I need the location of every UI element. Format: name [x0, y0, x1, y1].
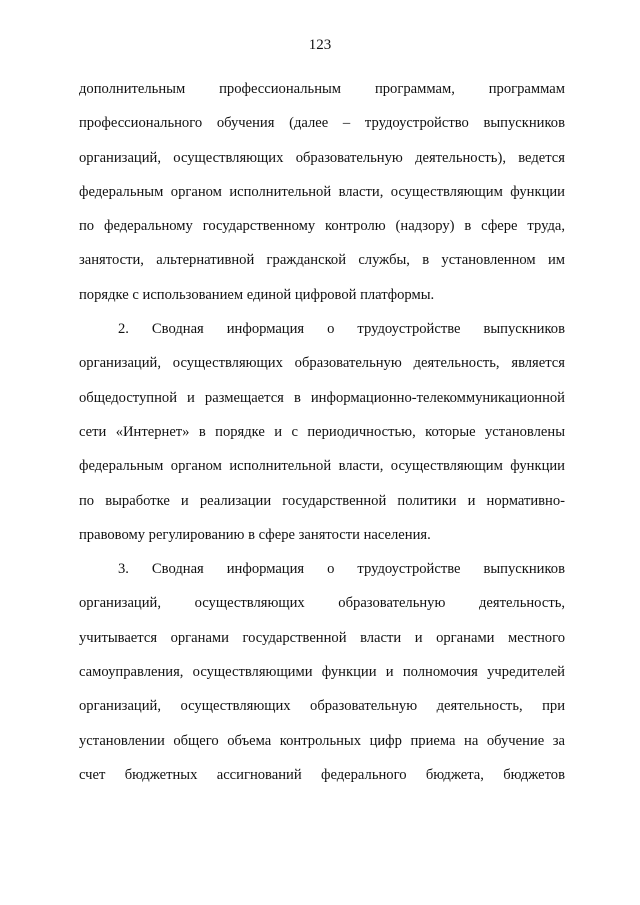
document-body [79, 72, 565, 792]
text-line: профессионального обучения (далее – трудоустройство выпускников [79, 115, 565, 132]
text-line: занятости, альтернативной гражданской службы, в установленном им [79, 252, 565, 269]
text-line: организаций, осуществляющих образовательную деятельность, при [79, 698, 565, 715]
paragraph-item-2 [79, 312, 565, 552]
text-line: 2. Сводная информация о трудоустройстве выпускников [118, 321, 565, 338]
text-line: сети «Интернет» в порядке и с периодичностью, которые установлены [79, 423, 565, 440]
text-line: организаций, осуществляющих образовательную деятельность, является [79, 355, 565, 372]
text-line: дополнительным профессиональным программам, программам [79, 81, 565, 97]
text-line: по федеральному государственному контролю (надзору) в сфере труда, [79, 218, 565, 235]
text-line: 3. Сводная информация о трудоустройстве выпускников [118, 561, 565, 578]
text-line: правовому регулированию в сфере занятости населения. [79, 526, 431, 543]
text-line: общедоступной и размещается в информационно-телекоммуникационной [79, 389, 565, 406]
text-line: федеральным органом исполнительной власти, осуществляющим функции [79, 458, 565, 475]
text-line: организаций, осуществляющих образовательную деятельность), ведется [79, 149, 565, 166]
page-number: 123 [308, 37, 332, 53]
paragraph-item-3 [79, 552, 565, 792]
text-line: порядке с использованием единой цифровой платформы. [79, 286, 435, 303]
text-line: установлении общего объема контрольных цифр приема на обучение за [79, 732, 565, 749]
text-line: самоуправления, осуществляющими функции и полномочия учредителей [79, 664, 565, 681]
text-line: по выработке и реализации государственной политики и нормативно- [79, 492, 565, 509]
paragraph-continuation [79, 72, 565, 312]
text-line: федеральным органом исполнительной власти, осуществляющим функции [79, 183, 565, 200]
text-line: учитывается органами государственной власти и органами местного [79, 629, 565, 646]
text-line: организаций, осуществляющих образовательную деятельность, [79, 595, 565, 612]
text-line: счет бюджетных ассигнований федерального бюджета, бюджетов [79, 766, 565, 783]
